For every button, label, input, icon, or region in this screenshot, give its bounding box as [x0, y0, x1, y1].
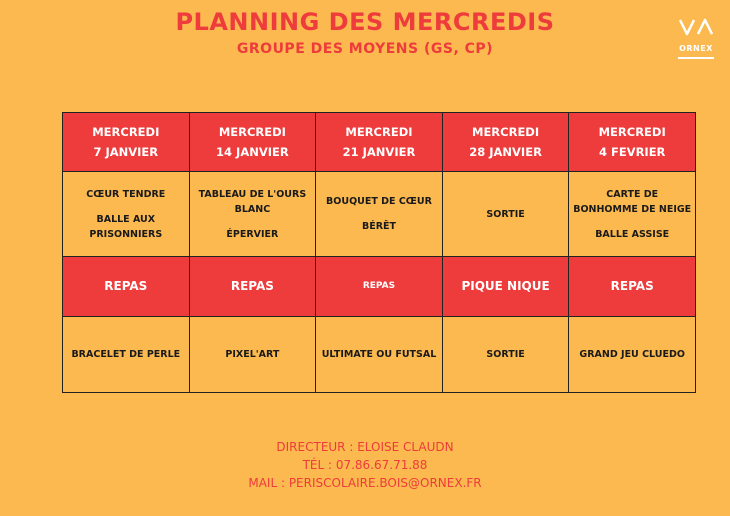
activity-cell: PIXEL'ART	[189, 317, 316, 393]
logo-underline	[678, 57, 714, 59]
activity-cell: SORTIE	[442, 172, 569, 257]
activity-cell: CARTE DE BONHOMME DE NEIGE BALLE ASSISE	[569, 172, 696, 257]
phone-line: TÉL : 07.86.67.71.88	[302, 458, 428, 472]
director-line: DIRECTEUR : ELOISE CLAUDN	[276, 440, 454, 454]
afternoon-activities-row	[63, 317, 696, 393]
activity-cell: SORTIE	[442, 317, 569, 393]
morning-activities-row	[63, 172, 696, 257]
meal-cell: REPAS	[189, 257, 316, 317]
meal-cell: REPAS	[569, 257, 696, 317]
activity-cell: CŒUR TENDRE BALLE AUX PRISONNIERS	[63, 172, 190, 257]
day-header-row	[63, 113, 696, 172]
ornex-logo-icon	[678, 16, 714, 42]
day-header: MERCREDI 7 JANVIER	[63, 113, 190, 172]
page-title: PLANNING DES MERCREDIS	[175, 8, 555, 36]
page-subtitle: GROUPE DES MOYENS (GS, CP)	[236, 41, 494, 57]
meal-cell: REPAS	[316, 257, 443, 317]
meal-cell: REPAS	[63, 257, 190, 317]
day-header: MERCREDI 28 JANVIER	[442, 113, 569, 172]
meal-row	[63, 257, 696, 317]
logo-text: ORNEX	[679, 44, 713, 53]
activity-cell: BRACELET DE PERLE	[63, 317, 190, 393]
day-header: MERCREDI 4 FEVRIER	[569, 113, 696, 172]
activity-cell: ULTIMATE OU FUTSAL	[316, 317, 443, 393]
ornex-logo	[676, 16, 716, 64]
activity-cell: BOUQUET DE CŒUR BÉRÊT	[316, 172, 443, 257]
activity-cell: TABLEAU DE L'OURS BLANC ÉPERVIER	[189, 172, 316, 257]
day-header: MERCREDI 14 JANVIER	[189, 113, 316, 172]
contact-footer	[0, 438, 730, 492]
activity-cell: GRAND JEU CLUEDO	[569, 317, 696, 393]
day-header: MERCREDI 21 JANVIER	[316, 113, 443, 172]
meal-cell: PIQUE NIQUE	[442, 257, 569, 317]
planning-table	[62, 112, 696, 393]
mail-line: MAIL : PERISCOLAIRE.BOIS@ORNEX.FR	[248, 476, 482, 490]
